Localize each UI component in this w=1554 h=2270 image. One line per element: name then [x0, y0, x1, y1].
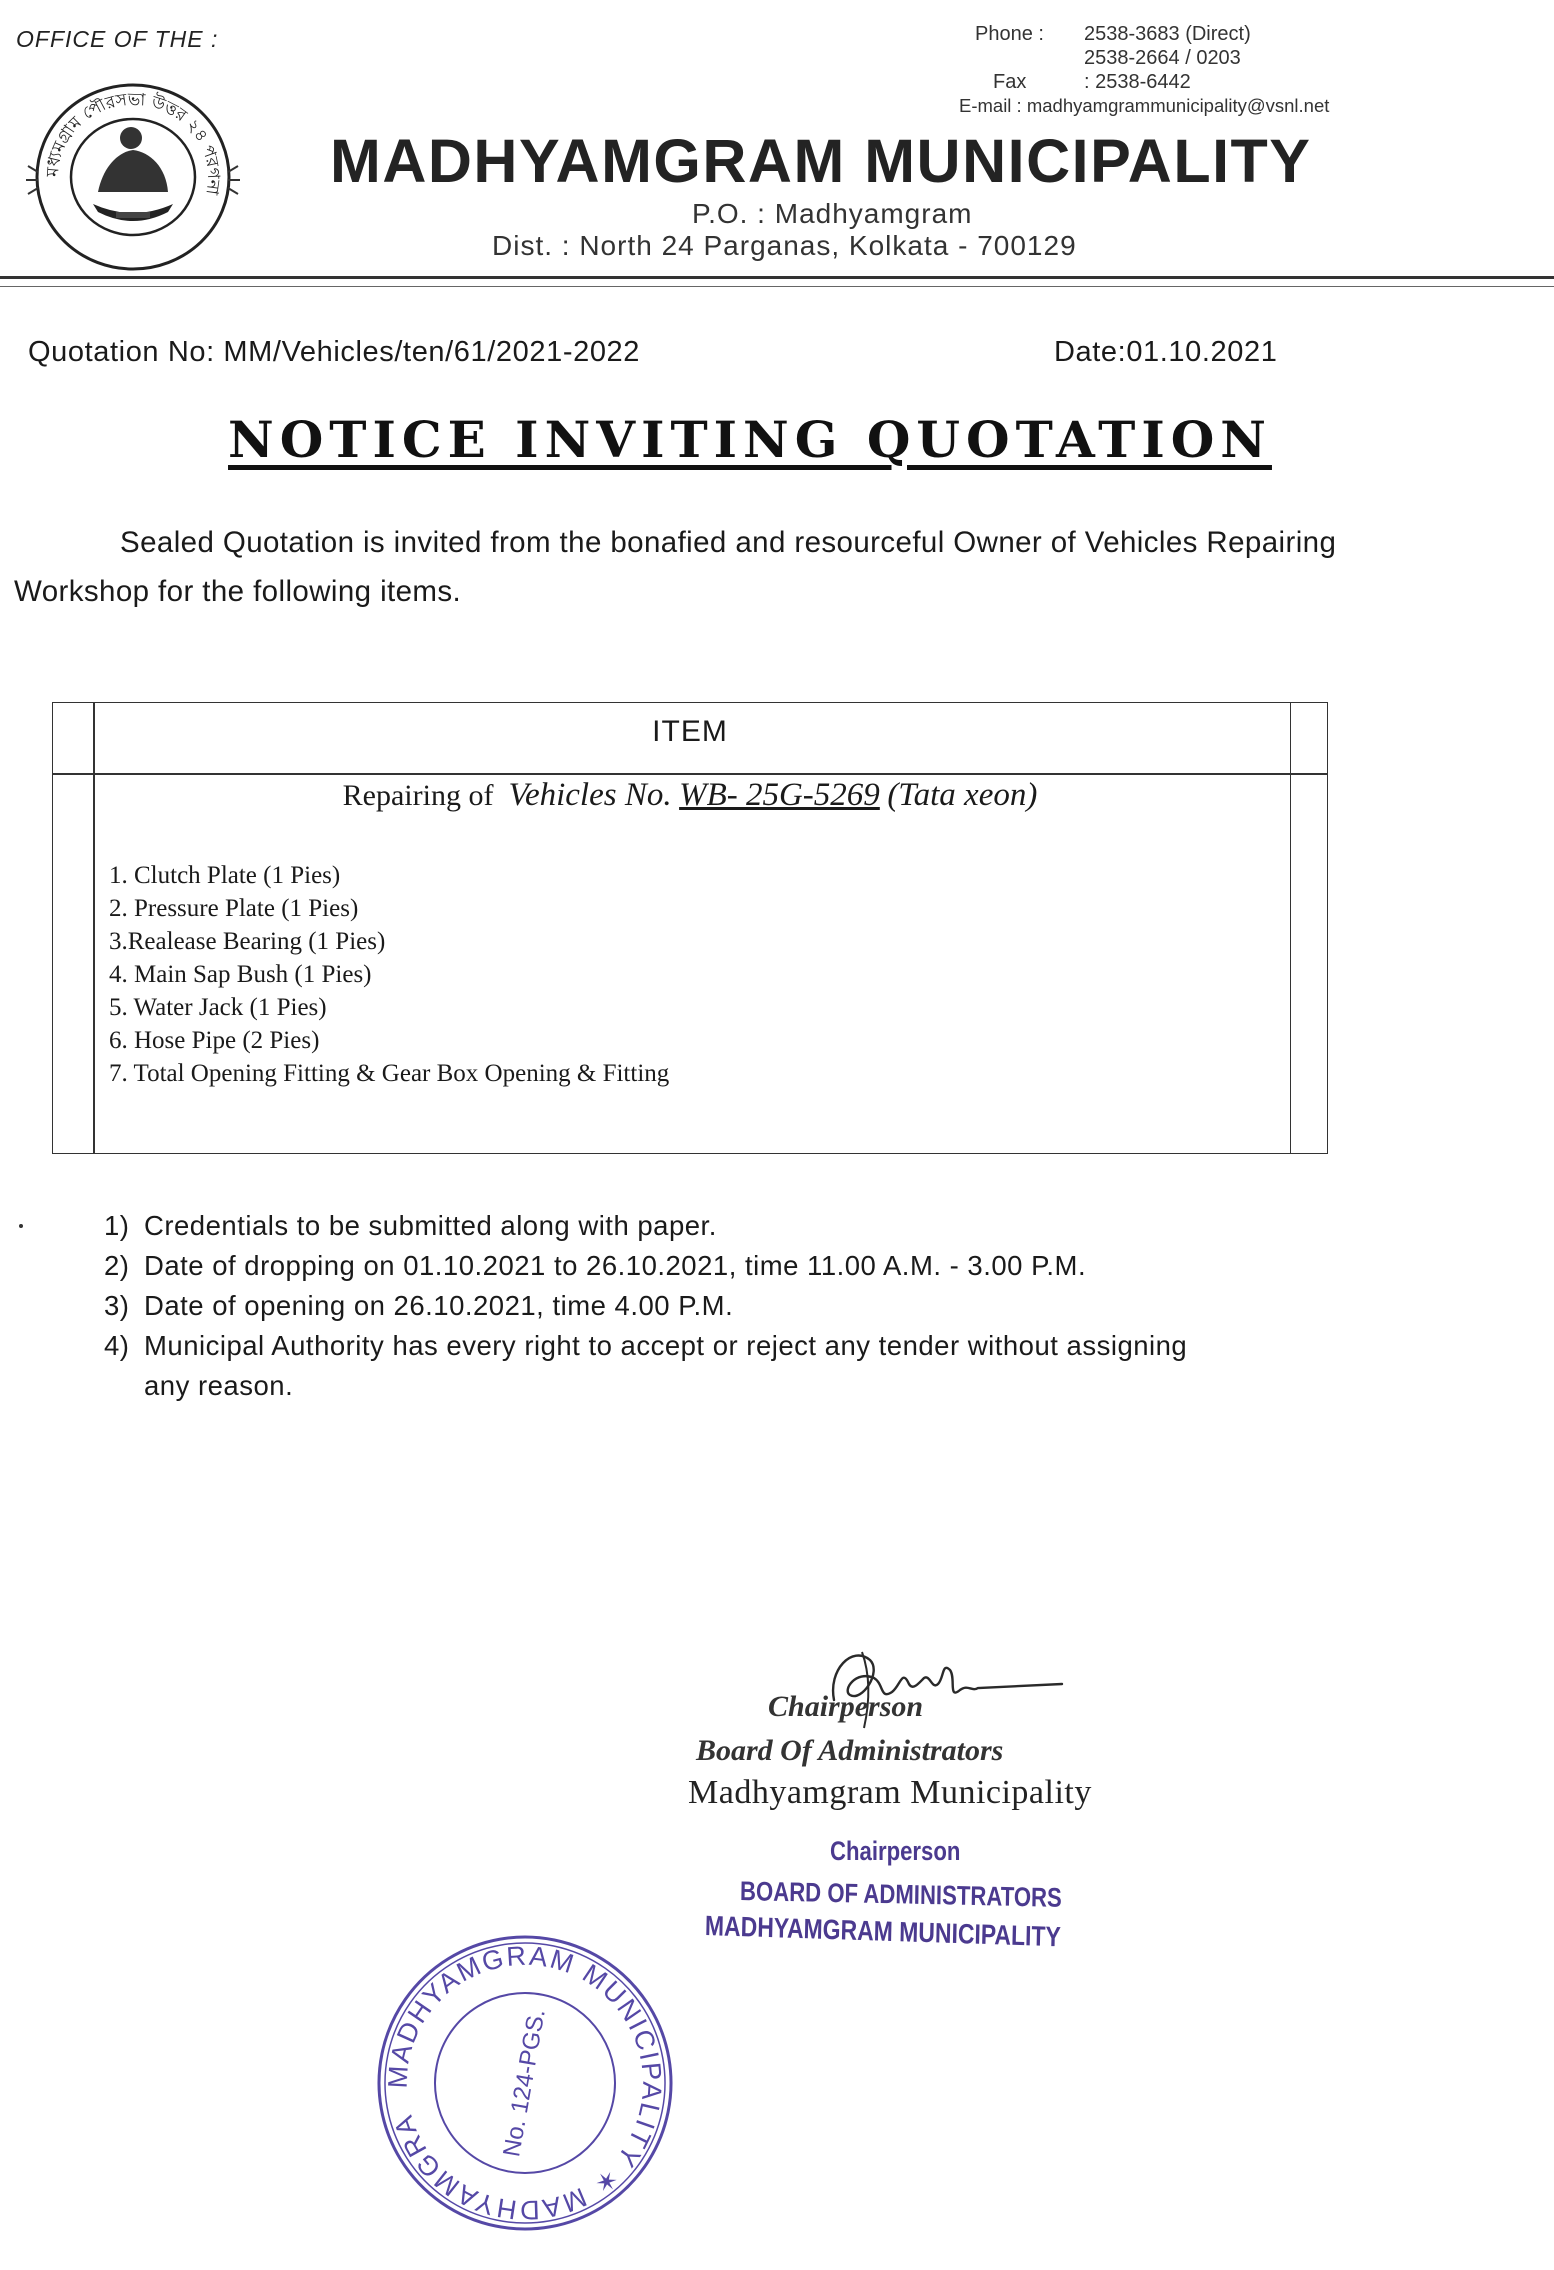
list-item: 6. Hose Pipe (2 Pies)	[109, 1027, 320, 1054]
seal-center-text: No. 124-PGS.	[498, 2007, 551, 2159]
list-item: 4) Municipal Authority has every right to accept or reject any tender without assigning any reason.	[104, 1330, 1188, 1401]
list-item: 7. Total Opening Fitting & Gear Box Opening & Fitting	[109, 1060, 670, 1087]
fax-label: Fax	[993, 71, 1027, 93]
seal-ring-text: MADHYAMGRAM MUNICIPALITY ✶ MADHYAMGRAM	[382, 1940, 668, 2226]
municipality-logo-icon	[18, 72, 248, 282]
email-address: E-mail : madhyamgrammunicipality@vsnl.net	[959, 95, 1330, 116]
list-item: 3.Realease Bearing (1 Pies)	[109, 928, 386, 955]
list-item: 2) Date of dropping on 01.10.2021 to 26.10.2021, time 11.00 A.M. - 3.00 P.M.	[104, 1250, 1087, 1281]
quotation-number: Quotation No: MM/Vehicles/ten/61/2021-2022	[28, 336, 641, 368]
list-item: 2. Pressure Plate (1 Pies)	[109, 895, 359, 922]
table-header-divider	[53, 773, 1327, 775]
terms-list	[104, 1206, 1324, 1406]
signatory-organisation: Madhyamgram Municipality	[688, 1774, 1092, 1811]
phone-label: Phone :	[975, 23, 1044, 45]
phone-other: 2538-2664 / 0203	[1084, 47, 1241, 69]
notice-title: NOTICE INVITING QUOTATION	[228, 410, 1272, 469]
signatory-board: Board Of Administrators	[696, 1734, 1004, 1767]
header-divider-thin	[0, 286, 1554, 287]
repair-description	[93, 777, 1287, 814]
phone-direct: 2538-3683 (Direct)	[1084, 23, 1251, 45]
fax-number: : 2538-6442	[1084, 71, 1191, 93]
list-item: 5. Water Jack (1 Pies)	[109, 994, 327, 1021]
logo-ring-text: মধ্যমগ্রাম পৌরসভা উত্তর ২৪ পরগনা	[42, 89, 224, 196]
stamp-line-3: MADHYAMGRAM MUNICIPALITY	[704, 1910, 1062, 1953]
municipality-name: MADHYAMGRAM MUNICIPALITY	[330, 127, 1312, 195]
stamp-line-2: BOARD OF ADMINISTRATORS	[739, 1876, 1063, 1913]
intro-text: Sealed Quotation is invited from the bonafied and resourceful Owner of Vehicles Repairing Workshop for the following items.	[14, 526, 1337, 608]
post-office: P.O. : Madhyamgram	[692, 198, 973, 229]
table-left-divider	[93, 703, 95, 1153]
vehicle-number: WB- 25G-5269	[679, 777, 880, 813]
header-divider	[0, 276, 1554, 279]
list-item: 4. Main Sap Bush (1 Pies)	[109, 961, 372, 988]
intro-paragraph	[14, 518, 1384, 616]
repair-items-list	[109, 859, 669, 1090]
municipal-seal-icon	[374, 1932, 676, 2234]
district-address: Dist. : North 24 Parganas, Kolkata - 700129	[492, 230, 1077, 261]
list-item: 1) Credentials to be submitted along with paper.	[104, 1210, 717, 1241]
table-right-divider	[1290, 703, 1292, 1153]
stamp-line-1: Chairperson	[830, 1836, 961, 1866]
item-table	[52, 702, 1328, 1154]
quotation-date: Date:01.10.2021	[1054, 336, 1278, 368]
vehicle-model: (Tata xeon)	[887, 777, 1038, 813]
vehicle-prefix: Vehicles No.	[508, 777, 672, 813]
office-of-label: OFFICE OF THE :	[16, 26, 219, 52]
signatory-title: Chairperson	[768, 1690, 924, 1723]
list-item: 3) Date of opening on 26.10.2021, time 4.00 P.M.	[104, 1290, 734, 1321]
contact-block	[959, 22, 1330, 118]
repair-prefix: Repairing of	[342, 779, 494, 812]
item-column-header: ITEM	[652, 715, 728, 748]
list-item: 1. Clutch Plate (1 Pies)	[109, 862, 341, 889]
stray-mark	[19, 1224, 23, 1228]
